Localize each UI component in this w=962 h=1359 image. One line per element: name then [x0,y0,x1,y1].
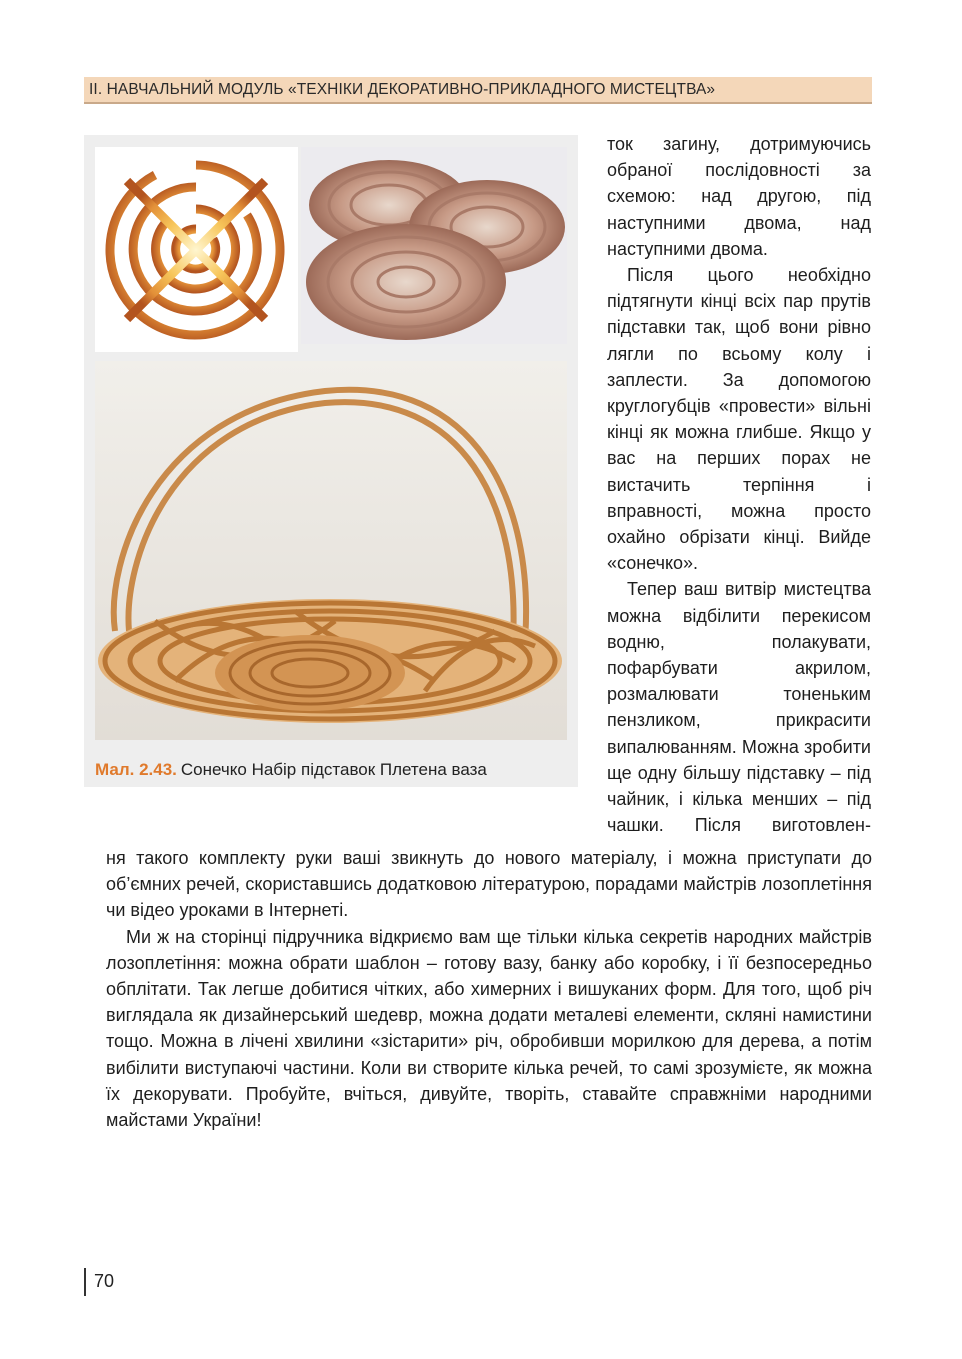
chapter-title: II. НАВЧАЛЬНИЙ МОДУЛЬ «ТЕХНІКИ ДЕКОРАТИВНО-ПРИКЛАДНОГО МИСТЕЦТВА» [89,81,716,98]
full-width-text [106,845,872,1133]
page-number-rule [84,1268,86,1296]
figure-panel [84,135,578,787]
paragraph: ток загину, дотримуючись обраної послідовності за схемою: над другою, під наступними двома, над наступними двома. [607,134,871,259]
caption-number: Мал. 2.43. [95,760,177,779]
side-text-column [607,131,871,838]
page-number: 70 [94,1271,115,1291]
paragraph: ня такого комплекту руки ваші звикнуть до нового матеріалу, і можна приступати до об’ємних речей, скориставшись додатковою літературою, порадами майстрів лозоплетіння чи відео уроками в Інтернеті. [106,848,872,921]
caption-text: Сонечко Набір підставок Плетена ваза [180,760,487,779]
figure-caption [95,760,487,780]
sun-diagram-image [95,147,298,352]
woven-vase-image [95,361,567,740]
paragraph: Тепер ваш витвір мистецтва можна відбілити перекисом водню, полакувати, пофарбувати акрилом, розмалювати тоненьким пензликом, прикрасити випалюванням. Можна зробити ще одну більшу підставку – під чайник, і кілька менших – під чашки. Після виготовлен- [607,579,871,836]
paragraph: Після цього необхідно підтягнути кінці всіх пар прутів підставки так, щоб вони рівно лягли по всьому колу і заплести. За допомогою круглогубців «провести» вільні кінці як можна глибше. Якщо у вас на перших порах не вистачить терпіння і вправності, можна просто охайно обрізати кінці. Вийде «сонечко». [607,265,871,574]
paragraph: Ми ж на сторінці підручника відкриємо вам ще тільки кілька секретів народних майстрів лозоплетіння: можна обрати шаблон – готову вазу, банку або коробку, і її безпосередньо обплітати. Так легше добитися чітких, або химерних і вишуканих форм. Для того, щоб річ виглядала як дизайнерський шедевр, можна додати металеві елементи, скляні намистини тощо. Можна в лічені хвилини «зістарити» річ, обробивши морилкою для дерева, а потім вибілити виступаючі частини. Коли ви створите кілька речей, то самі зрозумієте, як можна їх декорувати. Пробуйте, вчіться, дивуйте, творіть, ставайте справжніми народними майстами України! [106,926,872,1131]
coaster-set-image [301,147,567,344]
chapter-header [84,77,872,104]
